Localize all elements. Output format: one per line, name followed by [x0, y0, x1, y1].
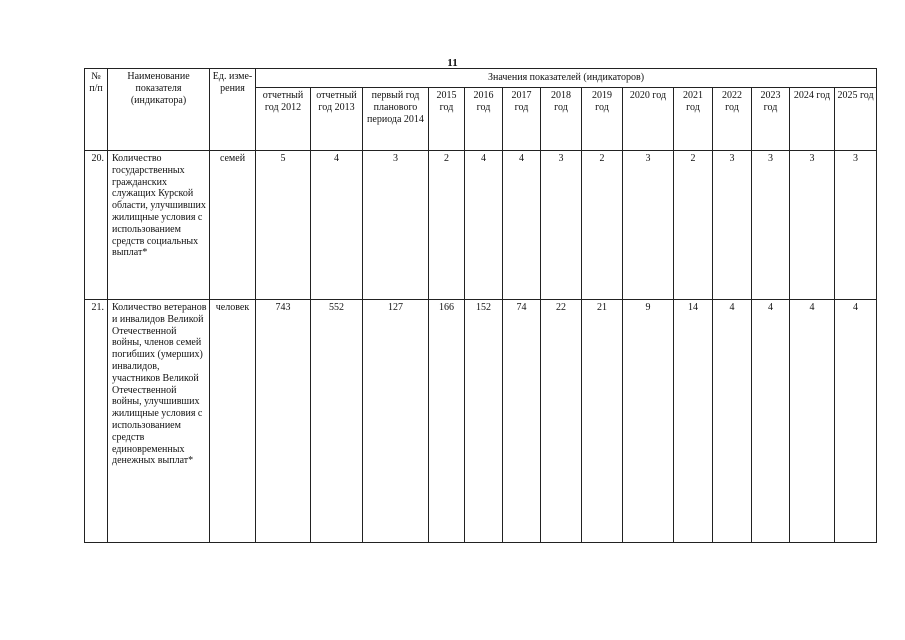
header-year: отчетный год 2013	[311, 88, 363, 151]
header-row-top	[85, 69, 877, 88]
header-year: 2019 год	[582, 88, 623, 151]
header-year: 2024 год	[790, 88, 835, 151]
row-value: 3	[835, 151, 877, 300]
row-value: 21	[582, 300, 623, 543]
row-value: 3	[713, 151, 752, 300]
header-year: 2023 год	[752, 88, 790, 151]
header-year: отчетный год 2012	[256, 88, 311, 151]
row-name: Количество ветеранов и инвалидов Великой Отечественной войны, членов семей погибших (умерших) инвалидов, участников Великой Отечественной войны, улучшивших жилищные условия с использованием средств единовременных денежных выплат*	[108, 300, 210, 543]
row-unit: семей	[210, 151, 256, 300]
row-value: 2	[582, 151, 623, 300]
row-num: 21.	[85, 300, 108, 543]
header-year: 2016 год	[465, 88, 503, 151]
row-value: 3	[363, 151, 429, 300]
header-year: 2015 год	[429, 88, 465, 151]
table-row	[85, 300, 877, 543]
row-value: 552	[311, 300, 363, 543]
row-value: 2	[429, 151, 465, 300]
row-value: 4	[835, 300, 877, 543]
indicators-table	[84, 68, 877, 543]
row-value: 74	[503, 300, 541, 543]
row-value: 3	[541, 151, 582, 300]
row-value: 4	[503, 151, 541, 300]
row-value: 3	[623, 151, 674, 300]
header-year: 2020 год	[623, 88, 674, 151]
row-value: 9	[623, 300, 674, 543]
row-value: 4	[465, 151, 503, 300]
header-year: 2017 год	[503, 88, 541, 151]
table-row	[85, 151, 877, 300]
row-name: Количество государственных гражданских служащих Курской области, улучшивших жилищные условия с использованием средств социальных выплат*	[108, 151, 210, 300]
row-value: 127	[363, 300, 429, 543]
header-year: 2022 год	[713, 88, 752, 151]
row-value: 3	[790, 151, 835, 300]
header-year: 2018 год	[541, 88, 582, 151]
row-value: 5	[256, 151, 311, 300]
header-year: 2025 год	[835, 88, 877, 151]
row-value: 4	[790, 300, 835, 543]
row-value: 152	[465, 300, 503, 543]
row-value: 14	[674, 300, 713, 543]
header-unit: Ед. изме-рения	[210, 69, 256, 151]
page-number: 11	[447, 57, 458, 69]
row-num: 20.	[85, 151, 108, 300]
row-value: 166	[429, 300, 465, 543]
header-num: № п/п	[85, 69, 108, 151]
row-value: 3	[752, 151, 790, 300]
row-value: 2	[674, 151, 713, 300]
header-year: первый год планового периода 2014	[363, 88, 429, 151]
header-values-group: Значения показателей (индикаторов)	[256, 69, 877, 88]
row-value: 4	[752, 300, 790, 543]
row-value: 4	[311, 151, 363, 300]
row-value: 4	[713, 300, 752, 543]
header-year: 2021 год	[674, 88, 713, 151]
row-value: 743	[256, 300, 311, 543]
row-value: 22	[541, 300, 582, 543]
header-name: Наименование показателя (индикатора)	[108, 69, 210, 151]
row-unit: человек	[210, 300, 256, 543]
